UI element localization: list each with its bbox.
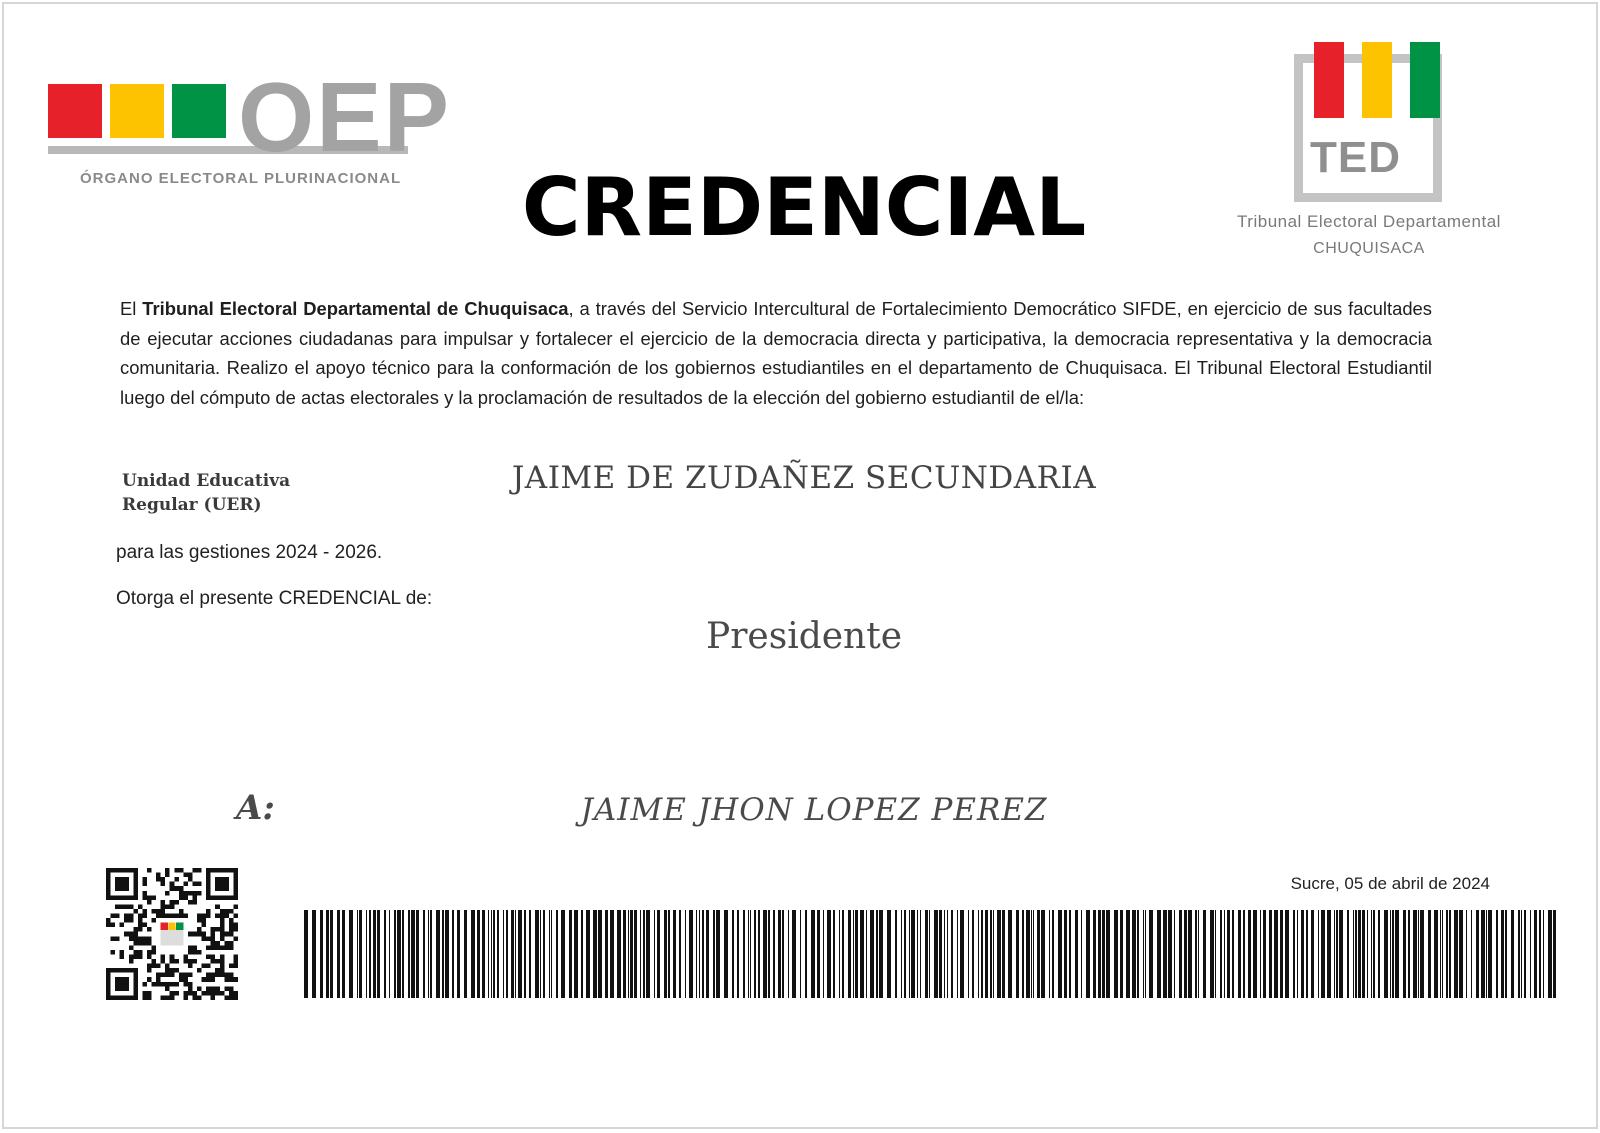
- yellow-square: [110, 84, 164, 138]
- oep-flag-squares: [48, 84, 234, 138]
- barcode-icon: [304, 910, 1556, 998]
- gestiones-text: para las gestiones 2024 - 2026.: [116, 542, 383, 563]
- intro-bold: Tribunal Electoral Departamental de Chuquisaca: [142, 298, 569, 319]
- issue-date: Sucre, 05 de abril de 2024: [1290, 874, 1490, 893]
- ted-subtitle: Tribunal Electoral Departamental: [1237, 212, 1501, 231]
- red-bar: [1314, 42, 1344, 118]
- oep-subtitle: ÓRGANO ELECTORAL PLURINACIONAL: [80, 170, 402, 187]
- green-bar: [1410, 42, 1440, 118]
- uer-label: Unidad Educativa Regular (UER): [122, 471, 291, 515]
- recipient-label: A:: [236, 788, 275, 828]
- school-name: JAIME DE ZUDAÑEZ SECUNDARIA: [511, 460, 1097, 496]
- recipient-name: JAIME JHON LOPEZ PEREZ: [580, 792, 1048, 828]
- oep-logo: [48, 62, 468, 192]
- intro-prefix: El: [120, 298, 143, 319]
- ted-logo-text: TED: [1310, 133, 1401, 182]
- red-square: [48, 84, 102, 138]
- body-paragraph: [120, 294, 1432, 412]
- credential-document: [2, 2, 1598, 1129]
- qr-code-icon: [106, 868, 238, 1000]
- ted-flag-bars: [1314, 42, 1458, 118]
- yellow-bar: [1362, 42, 1392, 118]
- intro-rest: , a través del Servicio Intercultural de Fortalecimiento Democrático SIFDE, en ejercicio de sus facultades de ejecutar acciones ciudadanas para impulsar y fortalecer el ejercicio de la democracia directa y participativa, la democracia representativa y la democracia comunitaria. Realizo el apoyo técnico para la conformación de los gobiernos estudiantiles en el departamento de Chuquisaca. El Tribunal Electoral Estudiantil luego del cómputo de actas electorales y la proclamación de resultados de la elección del gobierno estudiantil de el/la:: [120, 298, 1432, 408]
- otorga-text: Otorga el presente CREDENCIAL de:: [116, 588, 433, 609]
- cargo-title: Presidente: [705, 616, 903, 657]
- document-title: CREDENCIAL: [521, 161, 1087, 254]
- ted-department: CHUQUISACA: [1313, 240, 1425, 257]
- green-square: [172, 84, 226, 138]
- oep-logo-text: OEP: [238, 62, 451, 172]
- ted-logo: [1294, 40, 1444, 205]
